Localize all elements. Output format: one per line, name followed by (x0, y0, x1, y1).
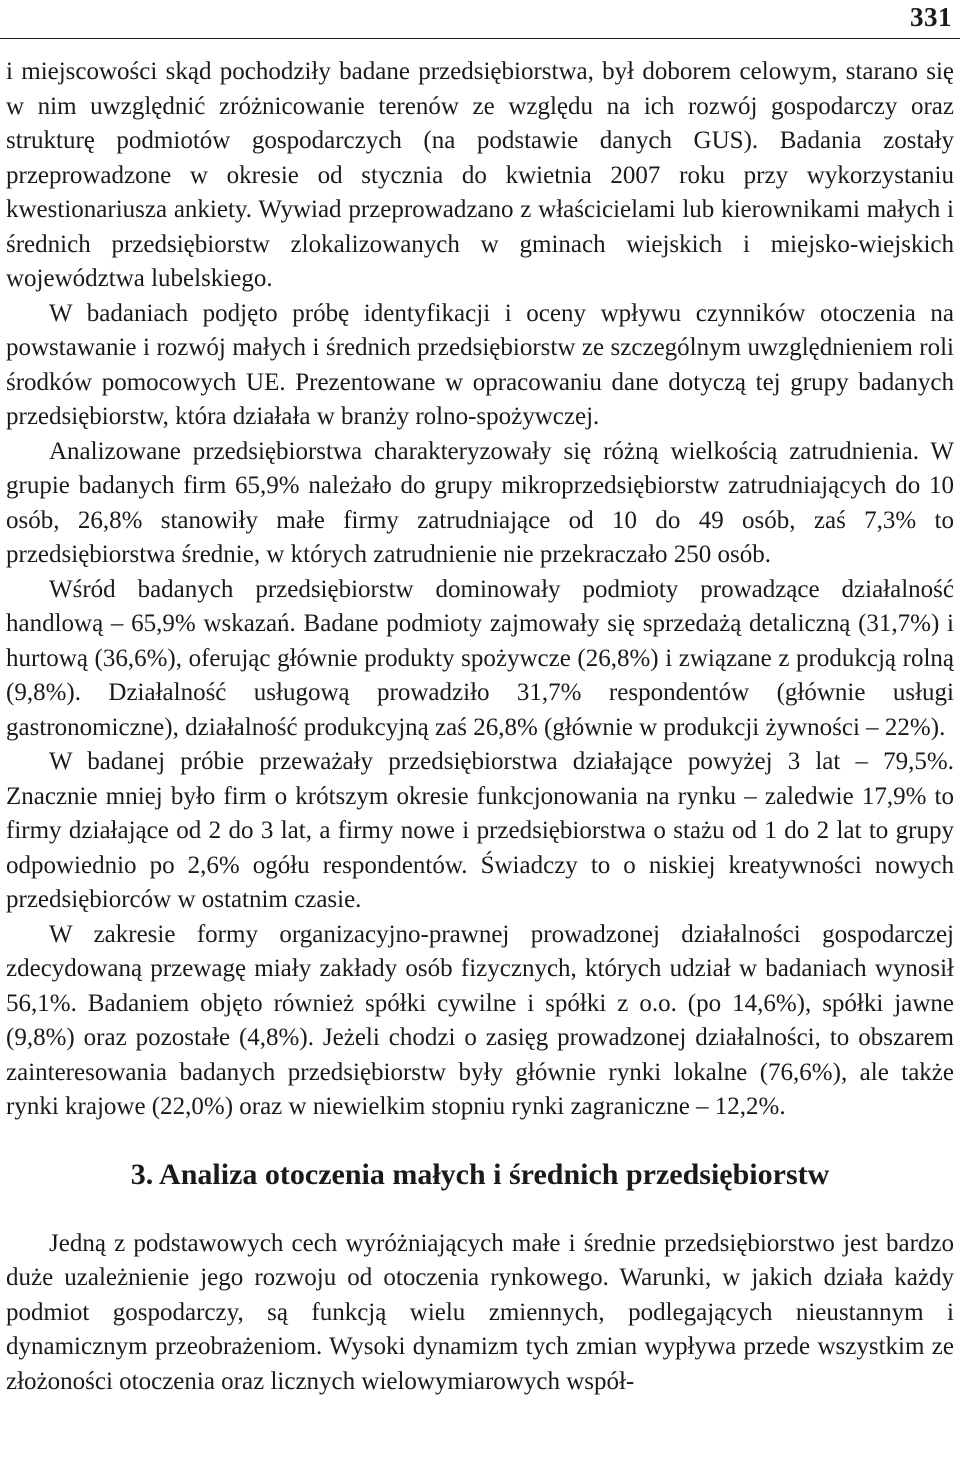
header-rule (0, 38, 960, 39)
paragraph: i miejscowości skąd pochodziły badane przedsiębiorstwa, był doborem celowym, starano się w nim uwzględnić zróżnicowanie terenów ze względu na ich rozwój gospodarczy oraz strukturę podmiotów gospodarczych (na podstawie danych GUS). Badania zostały przeprowadzone w okresie od stycznia do kwietnia 2007 roku przy wykorzystaniu kwestionariusza ankiety. Wywiad przeprowadzano z właścicielami lub kierownikami małych i średnich przedsiębiorstw zlokalizowanych w gminach wiejskich i miejsko-wiejskich województwa lubelskiego. (6, 58, 954, 292)
paragraph: W zakresie formy organizacyjno-prawnej prowadzonej działalności gospodarczej zdecydowaną przewagę miały zakłady osób fizycznych, których udział w badaniach wynosił 56,1%. Badaniem objęto również spółki cywilne i spółki z o.o. (po 14,6%), spółki jawne (9,8%) oraz pozostałe (4,8%). Jeżeli chodzi o zasięg prowadzonej działalności, to obszarem zainteresowania badanych przedsiębiorstw były głównie rynki lokalne (76,6%), ale także rynki krajowe (22,0%) oraz w niewielkim stopniu rynki zagraniczne – 12,2%. (6, 920, 954, 1120)
paragraph: Jedną z podstawowych cech wyróżniających małe i średnie przedsiębiorstwo jest bardzo duże uzależnienie jego rozwoju od otoczenia rynkowego. Warunki, w jakich działa każdy podmiot gospodarczy, są funkcją wielu zmiennych, podlegających nieustannym i dynamicznym przeobrażeniom. Wysoki dynamizm tych zmian wypływa przede wszystkim ze złożoności otoczenia oraz licznych wielowymiarowych współ- (6, 1229, 954, 1395)
paragraph: Wśród badanych przedsiębiorstw dominowały podmioty prowadzące działalność handlową – 65,9% wskazań. Badane podmioty zajmowały się sprzedażą detaliczną (31,7%) i hurtową (36,6%), oferując głównie produkty spożywcze (26,8%) i związane z produkcją rolną (9,8%). Działalność usługową prowadziło 31,7% respondentów (głównie usługi gastronomiczne), działalność produkcyjną zaś 26,8% (głównie w produkcji żywności – 22%). (6, 575, 954, 741)
section-heading: 3. Analiza otoczenia małych i średnich przedsiębiorstw (130, 1157, 830, 1191)
paragraph: Analizowane przedsiębiorstwa charakteryzowały się różną wielkością zatrudnienia. W grupie badanych firm 65,9% należało do grupy mikroprzedsiębiorstw zatrudniających do 10 osób, 26,8% stanowiły małe firmy zatrudniające od 10 do 49 osób, zaś 7,3% to przedsiębiorstwa średnie, w których zatrudnienie nie przekraczało 250 osób. (6, 437, 954, 568)
paragraph: W badanej próbie przeważały przedsiębiorstwa działające powyżej 3 lat – 79,5%. Znacznie mniej było firm o krótszym okresie funkcjonowania na rynku – zaledwie 17,9% to firmy działające od 2 do 3 lat, a firmy nowe i przedsiębiorstwa o stażu od 1 do 2 lat to grupy odpowiednio po 2,6% ogółu respondentów. Świadczy to o niskiej kreatywności nowych przedsiębiorców w ostatnim czasie. (6, 748, 954, 913)
body-text (6, 55, 954, 1399)
page-number: 331 (910, 2, 952, 32)
paragraph: W badaniach podjęto próbę identyfikacji i oceny wpływu czynników otoczenia na powstawanie i rozwój małych i średnich przedsiębiorstw ze szczególnym uwzględnieniem roli środków pomocowych UE. Prezentowane w opracowaniu dane dotyczą tej grupy badanych przedsiębiorstw, która działała w branży rolno-spożywczej. (6, 299, 954, 430)
